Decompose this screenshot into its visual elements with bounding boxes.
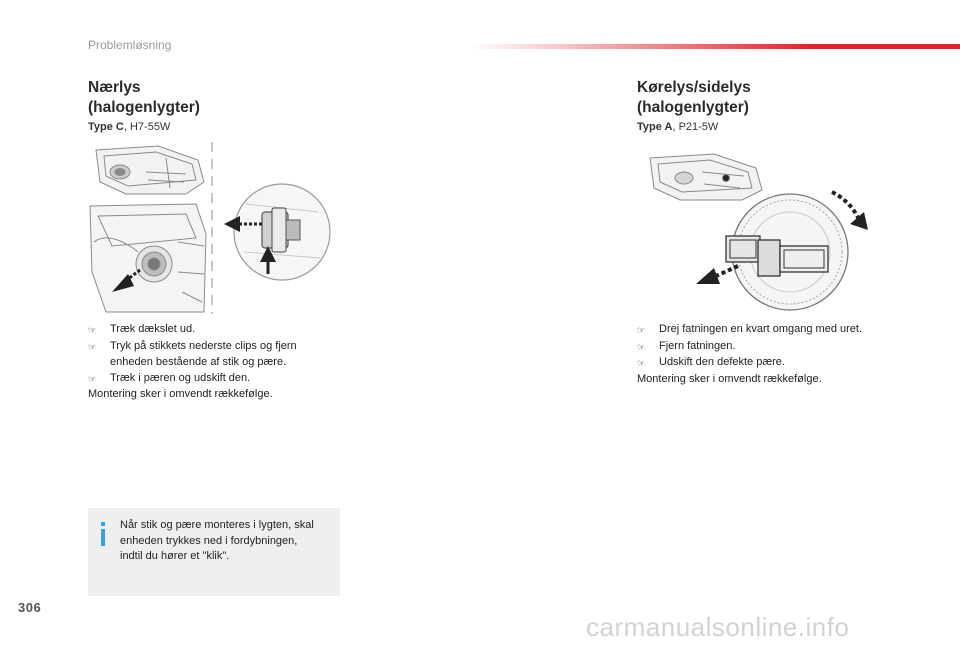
page-number: 306	[18, 600, 42, 615]
list-item: ☞ Udskift den defekte pære.	[637, 355, 927, 372]
right-heading-line2: (halogenlygter)	[637, 99, 749, 116]
info-text: Når stik og pære monteres i lygten, skal enheden trykkes ned i fordybningen, indtil du hører et "klik".	[120, 519, 314, 562]
right-bulb-spec	[637, 121, 718, 133]
low-beam-illustration	[86, 142, 336, 314]
right-heading-line1: Kørelys/sidelys	[637, 79, 751, 96]
info-icon	[98, 522, 108, 546]
right-type-label: Type A	[637, 121, 673, 133]
left-bulb-spec	[88, 121, 170, 133]
left-type-label: Type C	[88, 121, 124, 133]
list-item: ☞ Træk i pæren og udskift den.	[88, 371, 338, 388]
right-heading	[637, 78, 751, 118]
left-type-value: , H7-55W	[123, 121, 171, 133]
bulb-detail-circle-icon	[234, 184, 330, 280]
step-marker-icon: ☞	[637, 358, 646, 368]
headlamp-thumbnail-icon	[650, 154, 762, 200]
headlamp-thumbnail-icon	[96, 146, 204, 194]
closing-note: Montering sker i omvendt rækkefølge.	[637, 372, 822, 385]
section-accent-bar	[470, 44, 960, 49]
right-type-value: , P21-5W	[672, 121, 719, 133]
section-title: Problemløsning	[88, 38, 172, 52]
watermark: carmanualsonline.info	[586, 612, 850, 642]
headlamp-cover-icon	[90, 204, 206, 312]
left-heading-line2: (halogenlygter)	[88, 99, 200, 116]
socket-detail-circle-icon	[726, 194, 848, 310]
step-marker-icon: ☞	[637, 325, 646, 335]
side-light-illustration	[644, 148, 876, 312]
step-marker-icon: ☞	[88, 341, 97, 352]
left-heading	[88, 78, 200, 118]
remove-socket-arrow-icon	[696, 266, 738, 284]
list-item: ☞ Drej fatningen en kvart omgang med uret.	[637, 322, 927, 339]
list-item: ☞ Træk dækslet ud.	[88, 322, 338, 339]
right-steps	[637, 322, 927, 387]
left-steps	[88, 322, 338, 403]
step-marker-icon: ☞	[88, 325, 97, 335]
step-marker-icon: ☞	[88, 373, 97, 384]
left-heading-line1: Nærlys	[88, 79, 141, 96]
list-item-continuation: enheden bestående af stik og pære.	[110, 356, 287, 368]
list-item: ☞ Fjern fatningen.	[637, 339, 927, 356]
list-item: ☞ Tryk på stikkets nederste clips og fjern	[88, 339, 338, 356]
info-box	[88, 508, 340, 596]
step-marker-icon: ☞	[637, 341, 646, 352]
closing-note: Montering sker i omvendt rækkefølge.	[88, 388, 273, 400]
